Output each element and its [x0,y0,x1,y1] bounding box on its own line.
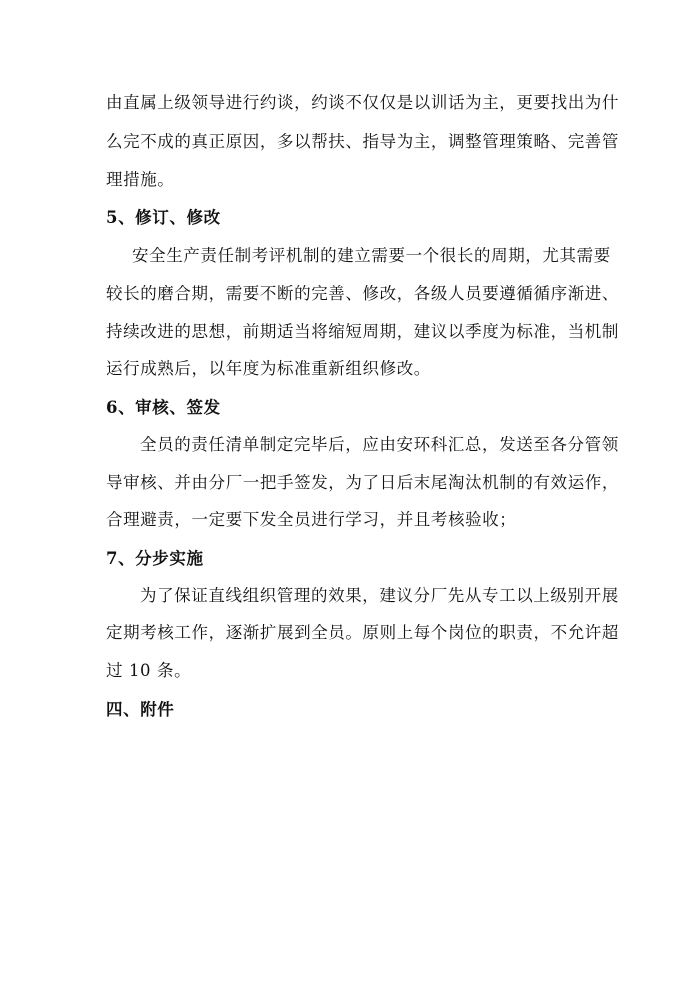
paragraph-line: 为了保证直线组织管理的效果，建议分厂先从专工以上级别开展 [140,586,619,605]
paragraph-line: 过 10 条。 [106,661,192,680]
paragraph-line: 安全生产责任制考评机制的建立需要一个很长的周期，尤其需要 [132,246,611,265]
paragraph-line: 持续改进的思想，前期适当将缩短周期，建议以季度为标准，当机制 [106,322,619,341]
section-heading-6: 6、审核、签发 [106,398,221,417]
paragraph-line: 导审核、并由分厂一把手签发，为了日后末尾淘汰机制的有效运作， [106,473,619,492]
paragraph-line: 全员的责任清单制定完毕后，应由安环科汇总，发送至各分管领 [140,435,619,454]
paragraph-line: 较长的磨合期，需要不断的完善、修改，各级人员要遵循循序渐进、 [106,284,619,303]
paragraph-line: 么完不成的真正原因，多以帮扶、指导为主，调整管理策略、完善管 [106,132,619,151]
paragraph-line: 由直属上级领导进行约谈，约谈不仅仅是以训话为主，更要找出为什 [106,93,619,112]
section-heading-5: 5、修订、修改 [106,208,221,227]
paragraph-line: 运行成熟后，以年度为标准重新组织修改。 [106,359,431,378]
section-heading-attachments: 四、附件 [106,700,175,719]
section-heading-7: 7、分步实施 [106,549,204,568]
paragraph-line: 合理避责，一定要下发全员进行学习，并且考核验收； [106,510,517,529]
paragraph-line: 定期考核工作，逐渐扩展到全员。原则上每个岗位的职责，不允许超 [106,623,619,642]
paragraph-line: 理措施。 [106,170,175,189]
